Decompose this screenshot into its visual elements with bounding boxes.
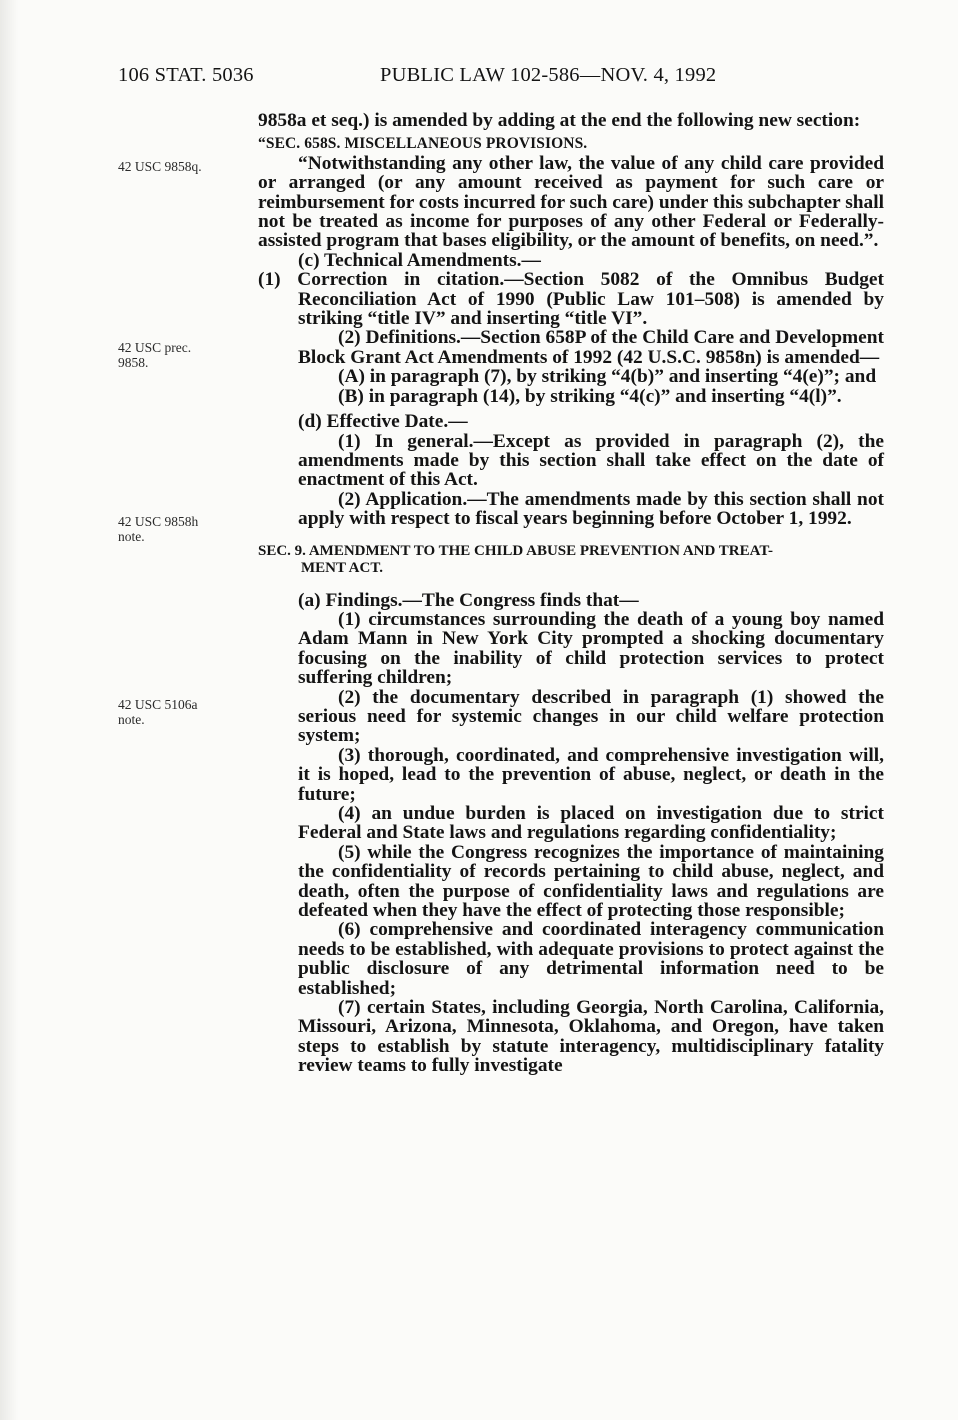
effective-date-general: (1) In general.—Except as provided in paragraph (2), the amendments made by this section shall take effect on the date of enactment of this Act. (298, 430, 884, 491)
definitions-amendment: (2) Definitions.—Section 658P of the Child Care and Development Block Grant Act Amendments of 1992 (42 U.S.C. 9858n) is amended— (298, 327, 884, 368)
law-body-text (258, 111, 884, 1076)
section-9-heading-line1: SEC. 9. AMENDMENT TO THE CHILD ABUSE PREVENTION AND TREAT- (258, 542, 773, 559)
finding-5: (5) while the Congress recognizes the importance of maintaining the confidentiality of records pertaining to child abuse, neglect, and death, often the purpose of confidentiality laws and regulations are defeated when they have the effect of protecting those responsible; (298, 841, 884, 922)
section-9-heading (258, 543, 884, 577)
page-header (118, 64, 888, 92)
finding-7: (7) certain States, including Georgia, North Carolina, California, Missouri, Arizona, Minnesota, Oklahoma, and Oregon, have taken steps to establish by statute interagency, multidisciplinary fatality review teams to fully investigate (298, 997, 884, 1077)
amendment-intro: 9858a et seq.) is amended by adding at the end the following new section: (258, 110, 861, 131)
effective-date-application: (2) Application.—The amendments made by this section shall not apply with respect to fiscal years beginning before October 1, 1992. (298, 488, 884, 530)
finding-1: (1) circumstances surrounding the death of a young boy named Adam Mann in New York City prompted a shocking documentary focusing on the inability of child protection services to protect suffering children; (298, 608, 884, 689)
section-658s-text: “Notwithstanding any other law, the value of any child care provided or arranged (or any amount received as payment for such care or reimbursement for costs incurred for such care) under this subchapter shall not be treated as income for purposes of any other Federal or Federally-assisted program that bases eligibility, or the amount of benefits, on need.”. (258, 152, 884, 252)
finding-3: (3) thorough, coordinated, and comprehensive investigation will, it is hoped, lead to the prevention of abuse, neglect, or death in the future; (298, 744, 884, 805)
statute-page-number: 106 STAT. 5036 (118, 64, 254, 86)
margin-note-9858h: 42 USC 9858h note. (118, 514, 199, 544)
page-edge-shadow (0, 0, 18, 1420)
finding-2: (2) the documentary described in paragraph (1) showed the serious need for systemic changes in our child welfare protection system; (298, 686, 884, 747)
definitions-paragraph-b: (B) in paragraph (14), by striking “4(c)” and inserting “4(l)”. (338, 385, 842, 407)
section-658s-heading: “SEC. 658S. MISCELLANEOUS PROVISIONS. (258, 135, 588, 153)
findings-heading: (a) Findings.—The Congress finds that— (298, 589, 639, 611)
effective-date-heading: (d) Effective Date.— (298, 411, 468, 433)
finding-6: (6) comprehensive and coordinated interagency communication needs to be established, with adequate provisions to protect against the public disclosure of any detrimental information need to be established; (298, 919, 884, 999)
margin-note-9858q: 42 USC 9858q. (118, 159, 202, 174)
finding-4: (4) an undue burden is placed on investigation due to strict Federal and State laws and regulations regarding confidentiality; (298, 803, 884, 844)
correction-in-citation: (1) Correction in citation.—Section 5082 of the Omnibus Budget Reconciliation Act of 1990 (Public Law 101–508) is amended by striking “title IV” and inserting “title VI”. (258, 269, 884, 330)
section-9-heading-line2: MENT ACT. (301, 559, 383, 576)
definitions-paragraph-a: (A) in paragraph (7), by striking “4(b)” and inserting “4(e)”; and (338, 366, 877, 388)
margin-note-prec-9858: 42 USC prec. 9858. (118, 340, 192, 370)
technical-amendments-heading: (c) Technical Amendments.— (298, 249, 541, 271)
public-law-title: PUBLIC LAW 102-586—NOV. 4, 1992 (380, 64, 717, 86)
margin-note-5106a: 42 USC 5106a note. (118, 697, 198, 727)
